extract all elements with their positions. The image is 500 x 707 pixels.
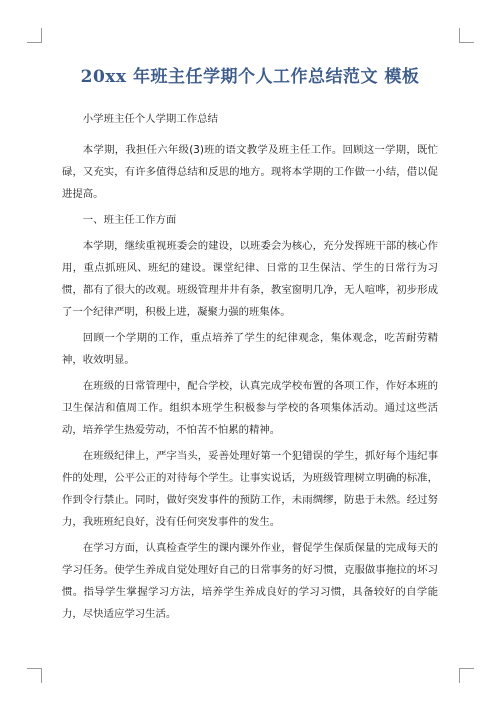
crop-mark-bottom-right xyxy=(459,668,474,683)
crop-mark-bottom-left xyxy=(27,668,42,683)
paragraph-intro: 本学期，我担任六年级(3)班的语文教学及班主任工作。回顾这一学期，既忙碌，又充实，有许多值得总结和反思的地方。现将本学期的工作做一小结，借以促进提高。 xyxy=(62,144,438,200)
document-subtitle: 小学班主任个人学期工作总结 xyxy=(82,113,218,125)
document-body xyxy=(62,108,438,629)
paragraph-discipline: 在班级纪律上，严字当头，妥善处理好第一个犯错误的学生，抓好每个违纪事件的处理，公平公正的对待每个学生。让事实说话，为班级管理树立明确的标准，作到令行禁止。同时，做好突发事件的预防工作，未雨绸缪，防患于未然。经过努力，我班班纪良好，没有任何突发事件的发生。 xyxy=(62,450,438,528)
section-heading: 一、班主任工作方面 xyxy=(82,214,177,226)
crop-mark-top-left xyxy=(27,28,42,43)
paragraph-review: 回顾一个学期的工作，重点培养了学生的纪律观念，集体观念，吃苦耐劳精神，收效明显。 xyxy=(62,332,438,366)
paragraph-class-committee: 本学期，继续重视班委会的建设，以班委会为核心，充分发挥班干部的核心作用，重点抓班风、班纪的建设。课堂纪律、日常的卫生保洁、学生的日常行为习惯，都有了很大的改观。班级管理井井有条，教室窗明几净，无人喧哗，初步形成了一个纪律严明，积极上进，凝聚力强的班集体。 xyxy=(62,240,438,318)
paragraph-study: 在学习方面，认真检查学生的课内课外作业，督促学生保质保量的完成每天的学习任务。使学生养成自觉处理好自己的日常事务的好习惯，克服做事拖拉的坏习惯。指导学生掌握学习方法，培养学生养成良好的学习习惯，具备较好的自学能力，尽快适应学习生活。 xyxy=(62,542,438,620)
document-title: 20xx 年班主任学期个人工作总结范文 模板 xyxy=(80,67,420,87)
paragraph-daily-management: 在班级的日常管理中，配合学校，认真完成学校布置的各项工作，作好本班的卫生保洁和值周工作。组织本班学生积极参与学校的各项集体活动。通过这些活动，培养学生热爱劳动，不怕苦不怕累的精神。 xyxy=(62,380,438,436)
crop-mark-top-right xyxy=(459,28,474,43)
